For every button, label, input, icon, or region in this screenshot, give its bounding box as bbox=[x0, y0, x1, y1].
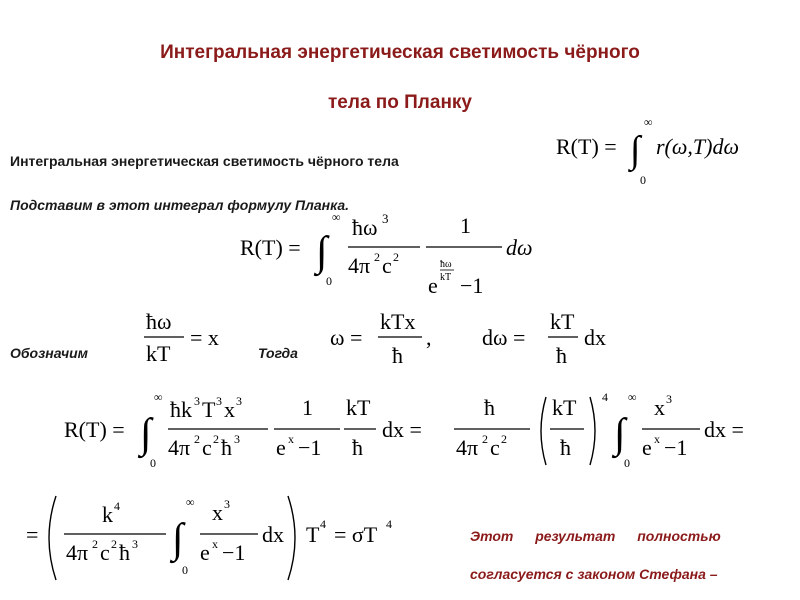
svg-text:3: 3 bbox=[224, 497, 230, 511]
svg-text:2: 2 bbox=[194, 432, 200, 446]
svg-text:dx: dx bbox=[262, 522, 284, 547]
svg-text:kT: kT bbox=[550, 309, 575, 334]
svg-text:∞: ∞ bbox=[644, 115, 653, 129]
page-title-line1: Интегральная энергетическая светимость чёрного bbox=[160, 42, 640, 63]
svg-text:R(T) =: R(T) = bbox=[240, 235, 301, 260]
svg-text:4π: 4π bbox=[168, 435, 191, 460]
substitute-text: Подставим в этот интеграл формулу Планка. bbox=[10, 197, 350, 213]
svg-text:0: 0 bbox=[326, 274, 332, 288]
svg-text:ħ: ħ bbox=[221, 435, 232, 460]
svg-text:∞: ∞ bbox=[628, 390, 637, 404]
svg-text:−1: −1 bbox=[460, 273, 484, 298]
svg-text:2: 2 bbox=[393, 250, 399, 264]
svg-text:4: 4 bbox=[386, 517, 392, 531]
svg-text:∫: ∫ bbox=[316, 229, 328, 275]
svg-text:4π: 4π bbox=[348, 253, 371, 278]
svg-text:dω =: dω = bbox=[482, 325, 526, 350]
conclusion-line2: согласуется с законом Стефана – bbox=[470, 566, 718, 582]
svg-text:3: 3 bbox=[234, 432, 240, 446]
svg-text:1: 1 bbox=[302, 395, 313, 420]
svg-text:kTx: kTx bbox=[380, 309, 416, 334]
svg-text:3: 3 bbox=[236, 394, 242, 408]
svg-text:4: 4 bbox=[320, 517, 326, 531]
svg-text:2: 2 bbox=[374, 250, 380, 264]
svg-text:x: x bbox=[212, 537, 218, 551]
svg-text:dx =: dx = bbox=[704, 417, 744, 442]
svg-text:x: x bbox=[654, 432, 660, 446]
svg-text:ħω: ħω bbox=[440, 259, 452, 270]
svg-text:k: k bbox=[102, 502, 113, 527]
svg-text:ħ: ħ bbox=[392, 343, 403, 368]
svg-text:r(ω,T)dω: r(ω,T)dω bbox=[656, 134, 740, 159]
svg-text:T: T bbox=[202, 397, 216, 422]
svg-text:ħ: ħ bbox=[560, 435, 571, 460]
svg-text:ħ: ħ bbox=[556, 343, 567, 368]
svg-text:−1: −1 bbox=[664, 435, 688, 460]
svg-text:e: e bbox=[200, 540, 210, 565]
svg-text:kT: kT bbox=[552, 395, 577, 420]
conclusion-line1: Этот результат полностью bbox=[470, 528, 721, 544]
svg-text:x: x bbox=[654, 395, 665, 420]
formula-4 bbox=[330, 303, 460, 369]
svg-text:kT: kT bbox=[440, 272, 452, 283]
svg-text:dx: dx bbox=[584, 325, 606, 350]
svg-text:dx =: dx = bbox=[382, 417, 422, 442]
svg-text:0: 0 bbox=[182, 563, 188, 577]
svg-text:,: , bbox=[426, 325, 432, 350]
svg-text:=: = bbox=[26, 522, 39, 547]
svg-text:R(T) =: R(T) = bbox=[64, 417, 125, 442]
svg-text:2: 2 bbox=[482, 432, 488, 446]
svg-text:= x: = x bbox=[190, 325, 219, 350]
svg-text:1: 1 bbox=[460, 213, 471, 238]
svg-text:dω: dω bbox=[506, 235, 533, 260]
svg-text:3: 3 bbox=[666, 392, 672, 406]
svg-text:−1: −1 bbox=[298, 435, 322, 460]
svg-text:∫: ∫ bbox=[614, 411, 626, 457]
svg-text:c: c bbox=[490, 435, 500, 460]
svg-text:c: c bbox=[382, 253, 392, 278]
svg-text:∞: ∞ bbox=[186, 495, 195, 509]
svg-text:ħ: ħ bbox=[352, 435, 363, 460]
svg-text:c: c bbox=[202, 435, 212, 460]
svg-text:∫: ∫ bbox=[630, 129, 641, 171]
svg-text:4: 4 bbox=[114, 499, 120, 513]
formula-2 bbox=[240, 205, 560, 305]
svg-text:T: T bbox=[306, 522, 320, 547]
svg-text:2: 2 bbox=[501, 432, 507, 446]
svg-text:4π: 4π bbox=[66, 540, 89, 565]
svg-text:−1: −1 bbox=[222, 540, 246, 565]
svg-text:ħk: ħk bbox=[170, 397, 192, 422]
svg-text:∞: ∞ bbox=[332, 210, 341, 224]
svg-text:3: 3 bbox=[216, 394, 222, 408]
svg-text:3: 3 bbox=[132, 537, 138, 551]
svg-text:∫: ∫ bbox=[140, 411, 152, 457]
svg-text:∫: ∫ bbox=[172, 516, 184, 562]
svg-text:4: 4 bbox=[602, 390, 608, 404]
svg-text:0: 0 bbox=[640, 173, 646, 187]
svg-text:0: 0 bbox=[150, 456, 156, 470]
svg-text:e: e bbox=[642, 435, 652, 460]
formula-3 bbox=[140, 303, 260, 369]
svg-text:3: 3 bbox=[382, 211, 389, 226]
then-label: Тогда bbox=[258, 345, 298, 361]
formula-5 bbox=[482, 303, 642, 369]
svg-text:x: x bbox=[224, 397, 235, 422]
svg-text:x: x bbox=[288, 432, 294, 446]
page-title-line2: тела по Планку bbox=[328, 92, 472, 113]
svg-text:2: 2 bbox=[213, 432, 219, 446]
integral-label: Интегральная энергетическая светимость чёрного тела bbox=[10, 153, 399, 169]
formula-7 bbox=[22, 488, 442, 588]
svg-text:e: e bbox=[428, 273, 438, 298]
svg-text:c: c bbox=[100, 540, 110, 565]
svg-text:0: 0 bbox=[624, 456, 630, 470]
svg-text:e: e bbox=[276, 435, 286, 460]
svg-text:= σT: = σT bbox=[334, 522, 378, 547]
svg-text:4π: 4π bbox=[456, 435, 479, 460]
svg-text:∞: ∞ bbox=[154, 390, 163, 404]
denote-label: Обозначим bbox=[10, 345, 89, 361]
svg-text:ħ: ħ bbox=[484, 395, 495, 420]
formula-1 bbox=[552, 112, 792, 192]
svg-text:ħω: ħω bbox=[352, 215, 378, 240]
svg-text:kT: kT bbox=[346, 395, 371, 420]
svg-text:2: 2 bbox=[111, 537, 117, 551]
svg-text:ħ: ħ bbox=[119, 540, 130, 565]
svg-text:ω =: ω = bbox=[330, 325, 363, 350]
svg-text:kT: kT bbox=[146, 341, 171, 366]
svg-text:3: 3 bbox=[194, 394, 200, 408]
formula-6 bbox=[58, 385, 778, 480]
svg-text:R(T) =: R(T) = bbox=[556, 134, 617, 159]
svg-text:2: 2 bbox=[92, 537, 98, 551]
svg-text:x: x bbox=[212, 500, 223, 525]
svg-text:ħω: ħω bbox=[146, 309, 172, 334]
